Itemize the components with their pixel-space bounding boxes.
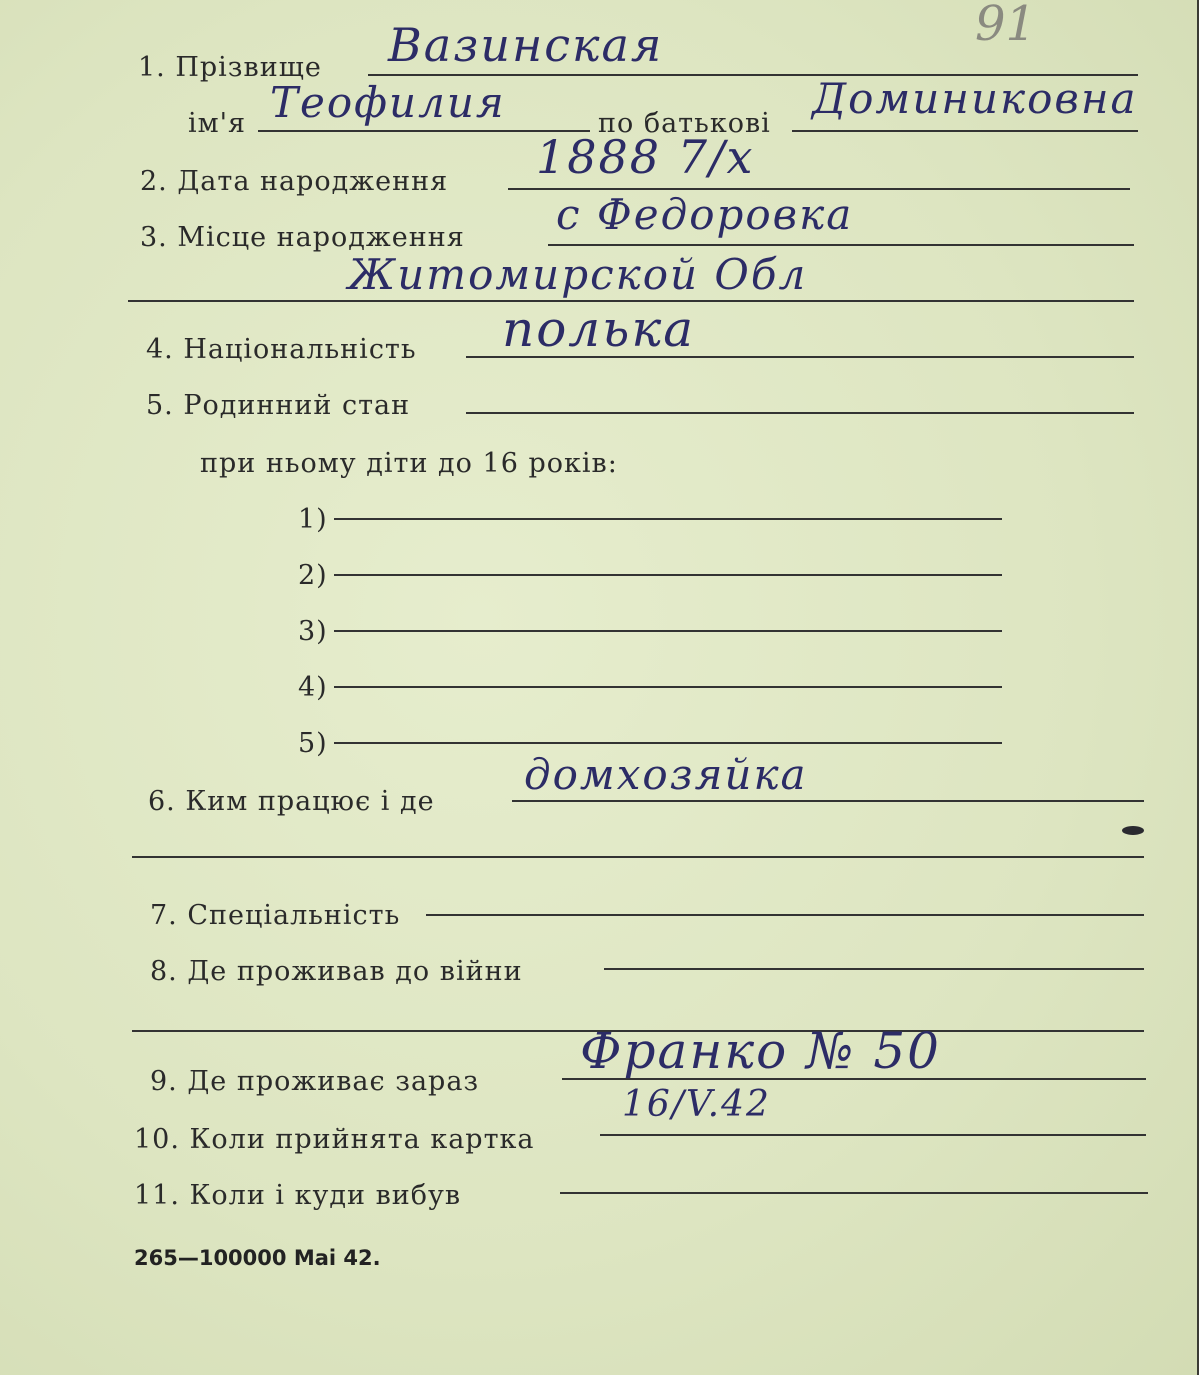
label-specialty: 7. Спеціальність bbox=[150, 900, 401, 931]
child-2-line bbox=[334, 574, 1002, 576]
line-before-war-1 bbox=[604, 968, 1144, 970]
label-children: при ньому діти до 16 років: bbox=[200, 448, 618, 479]
entry-work: домхозяйка bbox=[524, 750, 808, 799]
child-4-line bbox=[334, 686, 1002, 688]
label-work: 6. Ким працює і де bbox=[148, 786, 435, 817]
label-name: ім'я bbox=[188, 108, 247, 139]
line-specialty bbox=[426, 914, 1144, 916]
entry-birthplace-1: с Федоровка bbox=[556, 190, 854, 239]
label-before-war: 8. Де проживав до війни bbox=[150, 956, 523, 987]
line-birthplace-1 bbox=[548, 244, 1134, 246]
print-code: 265—100000 Маі 42. bbox=[134, 1246, 381, 1270]
line-card-date bbox=[600, 1134, 1146, 1136]
label-patronymic: по батькові bbox=[598, 108, 771, 139]
entry-birthdate: 1888 7/х bbox=[536, 130, 755, 184]
label-departure: 11. Коли і куди вибув bbox=[134, 1180, 462, 1211]
label-birthplace: 3. Місце народження bbox=[140, 222, 465, 253]
child-4-label: 4) bbox=[298, 672, 328, 703]
label-card-date: 10. Коли прийнята картка bbox=[134, 1124, 535, 1155]
entry-name: Теофилия bbox=[270, 78, 506, 127]
entry-birthplace-2: Житомирской Обл bbox=[348, 250, 808, 299]
line-patronymic bbox=[792, 130, 1138, 132]
label-birthdate: 2. Дата народження bbox=[140, 166, 449, 197]
line-work-2 bbox=[132, 856, 1144, 858]
line-work-1 bbox=[512, 800, 1144, 802]
card-number: 91 bbox=[975, 0, 1037, 52]
entry-surname: Вазинская bbox=[388, 18, 664, 72]
child-1-label: 1) bbox=[298, 504, 328, 535]
child-2-label: 2) bbox=[298, 560, 328, 591]
child-5-label: 5) bbox=[298, 728, 328, 759]
child-3-line bbox=[334, 630, 1002, 632]
entry-patronymic: Доминиковна bbox=[812, 74, 1138, 123]
entry-nationality: полька bbox=[502, 300, 696, 358]
child-5-line bbox=[334, 742, 1002, 744]
label-family-status: 5. Родинний стан bbox=[146, 390, 411, 421]
label-nationality: 4. Національність bbox=[146, 334, 417, 365]
entry-current-address: Франко № 50 bbox=[580, 1022, 941, 1080]
child-3-label: 3) bbox=[298, 616, 328, 647]
label-current-address: 9. Де проживає зараз bbox=[150, 1066, 480, 1097]
child-1-line bbox=[334, 518, 1002, 520]
ink-blot bbox=[1122, 826, 1144, 835]
label-surname: 1. Прізвище bbox=[138, 52, 322, 83]
entry-card-date: 16/V.42 bbox=[622, 1084, 771, 1125]
line-departure bbox=[560, 1192, 1148, 1194]
line-family-status bbox=[466, 412, 1134, 414]
